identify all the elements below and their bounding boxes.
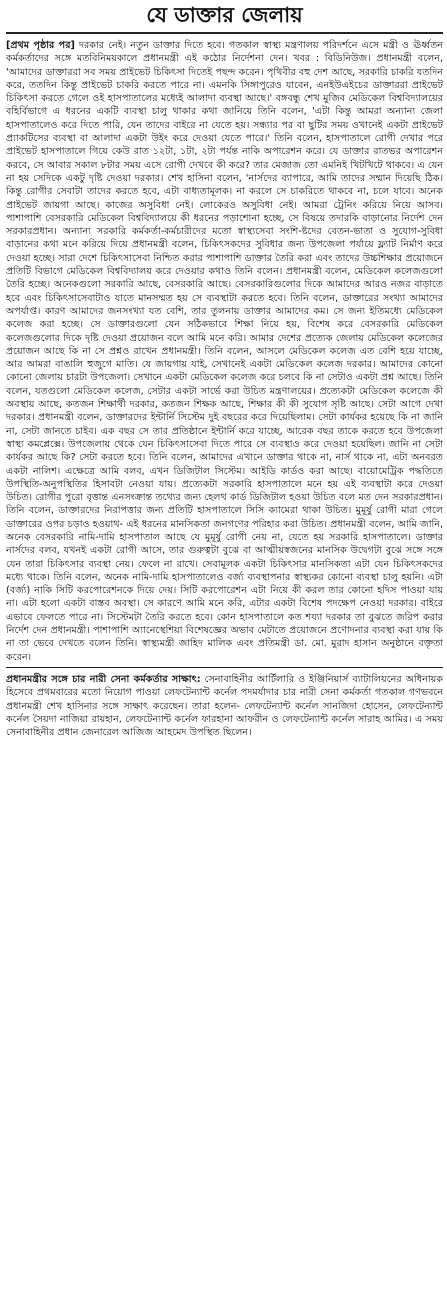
sidebar-news-item <box>6 673 443 739</box>
sidebar-body-text: সেনাবাহিনীর আর্টিলারি ও ইঞ্জিনিয়ার্স ব্যাটালিয়নের অধিনায়ক হিসেবে প্রথমবারের মতো নিয়োগ পাওয়া লেফটেন্যান্ট কর্নেল পদমর্যাদার চার নারী সেনা কর্মকর্তা গতকাল গণভবনে প্রধানমন্ত্রী শেখ হাসিনার সঙ্গে সাক্ষাৎ করেছেন। তারা হলেন- লেফটেন্যান্ট কর্নেল সানজিদা হোসেন, লেফটেন্যান্ট কর্নেল সৈয়দা নাজিয়া রায়হান, লেফটেন্যান্ট কর্নেল ফারহানা আফরীন ও লেফটেন্যান্ট কর্নেল সারাহ আমির। এ সময় সেনাবাহিনীর প্রধান জেনারেল আজিজ আহমেদ উপস্থিত ছিলেন। <box>6 673 443 739</box>
article-body <box>6 39 443 664</box>
continued-label: [প্রথম পৃষ্ঠার পর] <box>6 40 75 51</box>
article-headline: যে ডাক্তার জেলায় <box>6 0 443 34</box>
article-body-text: দরকার নেই। নতুন ডাক্তার দিতে হবে। গতকাল স্বাস্থ্য মন্ত্রণালয় পরিদর্শনে এসে মন্ত্রী ও ঊর্ধ্বতন কর্মকর্তাদের সঙ্গে মতবিনিময়কালে প্রধানমন্ত্রী এই কঠোর নির্দেশনা দেন। খবর : বিডিনিউজ। প্রধানমন্ত্রী বলেন, 'আমাদের ডাক্তাররা সব সময় প্রাইভেট চিকিৎসা দিতেই পছন্দ করেন। পৃথিবীর বহু দেশ আছে, সরকারি চাকরি যতদিন করে, ততদিন কিন্তু প্রাইভেট চাকরি করতে পারে না। এমনকি সিঙ্গাপুরেও যাবেন, এনইউএইচের ডাক্তাররা প্রাইভেট চিকিৎসা করতে গেলে ওই হাসপাতালের মধ্যেই আলাদা ব্যবস্থা আছে।' বঙ্গবন্ধু শেখ মুজিব মেডিকেল বিশ্ববিদ্যালয়ের বহির্বিভাগে এ ধরনের একটি ব্যবস্থা চালু থাকার কথা জানিয়ে তিনি বলেন, 'এটা কিন্তু আমরা অন্যান্য জেলা হাসপাতালেও করে দিতে পারি, যেন তাদের বাইরে না যেতে হয়। সন্ধ্যার পর বা ছুটির সময় ওখানেই একটা প্রাইভেট প্র্যাকটিসের ব্যবস্থা বা আলাদা একটা উইং করে দেওয়া যেতে পারে।' তিনি বলেন, হাসপাতালে রোগী দেখার পরে প্রাইভেট হাসপাতালে গিয়ে কেউ রাত ১২টা, ১টা, ২টা পর্যন্ত নাকি অপারেশন করে। যে ডাক্তার রাতভর অপারেশন করবে, সে আবার সকাল ৮টার সময় এসে রোগী দেখবে কী করে? তার মেজাজ তো এমনিই খিটখিটে থাকবে। এ যেন না হয় সেদিকে একটু দৃষ্টি দেওয়া দরকার। শেখ হাসিনা বলেন, 'নার্সদের ব্যাপারে, আমি তাদের সম্মান দিয়েছি ঠিক। কিন্তু রোগীর সেবাটা তাদের করতে হবে, এটা বাধ্যতামূলক। না করলে সে চাকরিতে থাকবে না, চলে যাবে। অনেক প্রাইভেট জায়গা আছে। কাজের অসুবিধা নেই। লোকেরও অসুবিধা নেই। আমরা ট্রেনিং করিয়ে নিয়ে আসব। পাশাপাশি বেসরকারি মেডিকেল বিশ্ববিদ্যালয়ে কী ধরনের পড়াশোনা হচ্ছে, সে বিষয়ে তদারকি বাড়ানোর নির্দেশ দেন সরকারপ্রধান। অন্যান্য সরকারি কর্মকর্তা-কর্মচারীদের মতো স্বাস্থ্যসেবা সংশি-ষ্টদের বেতন-ভাতা ও সুযোগ-সুবিধা বাড়ানের কথা মনে করিয়ে দিয়ে প্রধানমন্ত্রী বলেন, চিকিৎসকদের সুবিধার জন্য উপজেলা পর্যায়ে ফ্ল্যাট নির্মাণ করে দেওয়া হচ্ছে। সারা দেশে চিকিৎসাসেবা নিশ্চিত করার পাশাপাশি ডাক্তার তৈরি করা এবং তাদের উচ্চশিক্ষার প্রয়োজনে প্রতিটি বিভাগে মেডিকেল বিশ্ববিদ্যালয় করে দেওয়ার কথাও তিনি বলেন। প্রধানমন্ত্রী বলেন, মেডিকেল কলেজগুলো তৈরি হচ্ছে। অনেকগুলো সরকারি আছে, বেসরকারি আছে। বেসরকারিগুলোর দিকে আমাদের আরও নজর বাড়াতে হবে এবং চিকিৎসাসেবাটাও যাতে মানসম্মত হয় সে ব্যবস্থাটা করতে হবে। তিনি বলেন, ডাক্তারের সংখ্যা আমাদের অপর্যাপ্ত। কারণ আমাদের জনসংখ্যা যত বেশি, তার তুলনায় ডাক্তার আমাদের কম। সে জন্য ইতিমধ্যে মেডিকেল কলেজ করা হচ্ছে। সে ডাক্তারগুলো যেন সঠিকভাবে শিক্ষা নিয়ে হয়, বিশেষ করে বেসরকারি মেডিকেল কলেজগুলোর দিকে দৃষ্টি দেওয়া প্রয়োজন বলে আমি মনে করি। আমার দেশের প্রত্যেক জেলায় মেডিকেল কলেজের প্রয়োজন আছে কি না সে প্রশ্নও রাখেন প্রধানমন্ত্রী। তিনি বলেন, আসলে মেডিকেল কলেজ এত বেশি হয়ে যাচ্ছে, আর আমরা বাঙালি হুজুগে মাতি। যে জায়গায় যাই, সেখানেই একটা মেডিকেল কলেজ দরকার। আমাদের কোনো কোনো জেলায় চারটা উপজেলা। সেখানে একটা মেডিকেল কলেজ করে চলবে কি না সেটাও একটা প্রশ্ন আছে। তিনি বলেন, যতগুলো মেডিকেল কলেজ, সেটার একটা সার্ভে করা উচিত মন্ত্রণালয়ের। প্রত্যেকটা মেডিকেল কলেজে কী অবস্থায় আছে, কতজন শিক্ষার্থী দরকার, কতজন শিক্ষক আছে, শিক্ষার কী কী সুযোগ সৃষ্টি আছে। সেটা আগে দেখা দরকার। প্রধানমন্ত্রী বলেন, ডাক্তারদের ইন্টার্নি সিস্টেম দুই বছরের করে দিয়েছিলাম। সেটা কার্যকর হয়েছে কি না জানি না, সেটা জানতে চাইব। এক বছর সে তার প্রতিষ্ঠানে ইন্টার্নি করে যাচ্ছে, আরেক বছর তাকে করতে হবে উপজেলা স্বাস্থ্য কমপ্লেক্সে। উপজেলায় থেকে যেন চিকিৎসাসেবা দিতে পারে সে ব্যবস্থাও করে দেওয়া হয়েছিল। জানি না সেটা কার্যকর আছে কি? সেটা করতে হবে। তিনি বলেন, আমাদের এখানে ডাক্তার থাকে না, নার্স থাকে না, এটা অনবরত একটা নালিশ। এক্ষেত্রে আমি বলব, এখন ডিজিটাল সিস্টেম। আইডি কার্ডও করা আছে। বায়োমেট্রিক পদ্ধতিতে উপস্থিতি-অনুপস্থিতির হিসাবটা নেওয়া যায়। প্রত্যেকটা সরকারি হাসপাতালে মনে হয় এই ব্যবস্থাটা করে দেওয়া উচিত। রোগীর পুরো বৃত্তান্ত এনসংক্রান্ত তথ্যের জন্য হেলথ কার্ড ডিজিটাল হওয়া উচিত বলে মত দেন সরকারপ্রধান। তিনি বলেন, ডাক্তারদের নিরাপত্তার জন্য প্রতিটি হাসপাতালে সিসি ক্যামেরা থাকা উচিত। মুমূর্ষু রোগী মারা গেলে ডাক্তারের ওপর চড়াও হওয়াথ- এই ধরনের মানসিকতা জনগণের পরিহার করা উচিত। প্রধানমন্ত্রী বলেন, আমি জানি, অনেক বেসরকারি নামি-দামি হাসপাতাল আছে যে মুমূর্ষু রোগী নেয় না, যেতে হয় সরকারি হাসপাতালে। ডাক্তার নার্সদের বলব, যখনই একটা রোগী আসে, তার গুরুত্বটা বুঝে বা আত্মীয়স্বজনের মানসিক উদ্বেগটা বুঝে সঙ্গে সঙ্গে যেন তারা চিকিৎসার ব্যবস্থা নেয়। ফেলে না রাখে। সেবামূলক একটা চিকিৎসার মানসিকতা এটা যেন চিকিৎসকদের মধ্যে থাকে। তিনি বলেন, অনেক নামি-দামি হাসপাতালেও বর্জ্য ব্যবস্থাপনার স্বাস্থ্যকর কোনো ব্যবস্থা চালু হয়নি। এটা (বর্জ্য) নাকি সিটি করপোরেশনকে দিয়ে দেয়। সিটি করপোরেশন এটা নিয়ে কী করল তার কোনো হদিস পাওয়া যায় না। এটা হলো একটা বাস্তব অবস্থা। সে কারণে আমি মনে করি, এটার একটা বিশেষ পদক্ষেপ নেওয়া দরকার। বাইরে এভাবে ফেলতে পারে না। সিস্টেমটা তৈরি করতে হবে। কোন হাসপাতালে কত শয্যা দরকার তা বুঝতে জরিপ করার নির্দেশ দেন প্রধানমন্ত্রী। পাশাপাশি অ্যানেস্থেশিয়া বিশেষজ্ঞের অভাব মেটাতে প্রয়োজনে প্রণোদনার ব্যবস্থা করা যায় কি না তা ভেবে দেখতে বলেন তিনি। স্বাস্থ্যমন্ত্রী জাহিদ মালিক এবং প্রতিমন্ত্রী ডা. মো. মুরাদ হাসান অনুষ্ঠানে বক্তৃতা করেন। <box>6 40 443 663</box>
sidebar-heading: প্রধানমন্ত্রীর সঙ্গে চার নারী সেনা কর্মকর্তার সাক্ষাৎ: <box>6 673 201 685</box>
section-divider <box>6 667 443 668</box>
